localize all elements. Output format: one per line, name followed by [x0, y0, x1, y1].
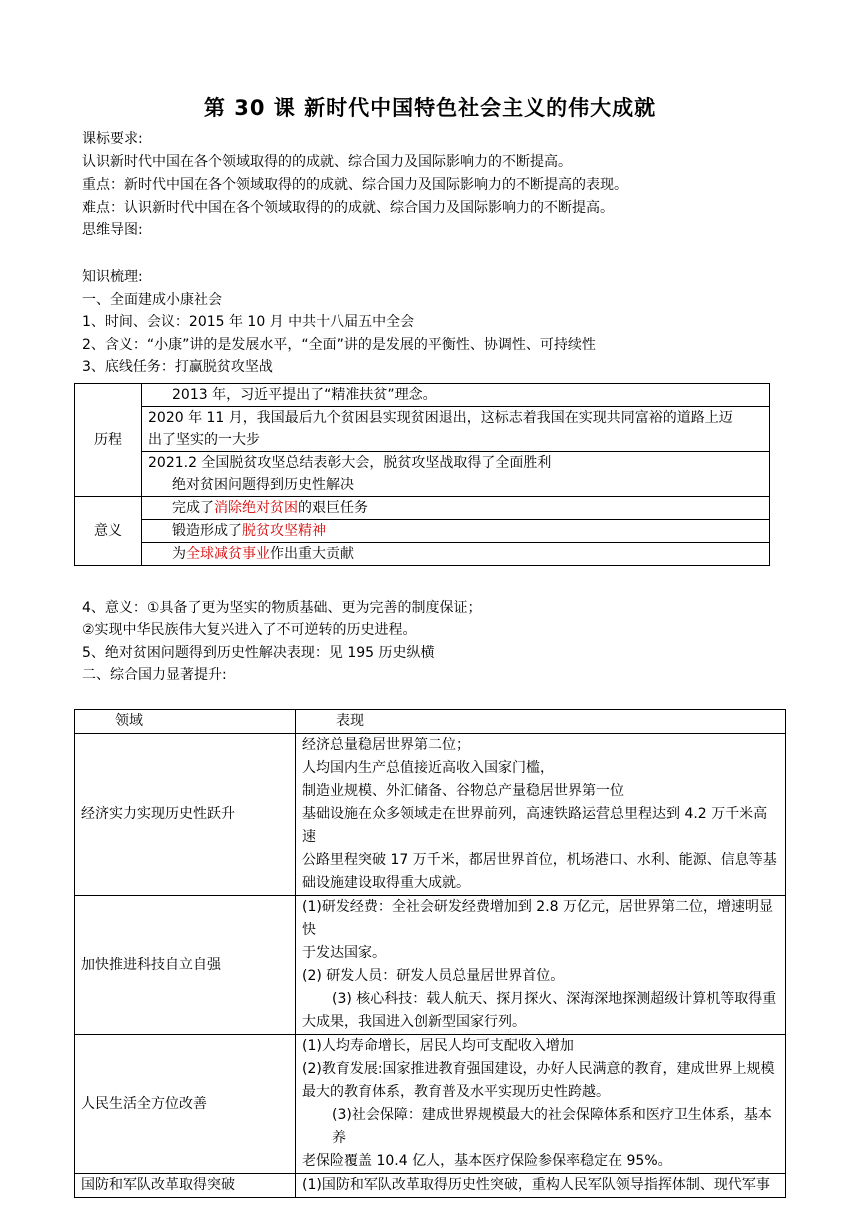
highlight-text: 全球减贫事业 [186, 546, 270, 562]
table-row [75, 543, 770, 566]
cell-line: (3) 核心科技：载人航天、探月探火、深海深地探测超级计算机等取得重 [332, 991, 777, 1007]
performance-cell [296, 1035, 786, 1174]
cell-line: 大成果，我国进入创新型国家行列。 [302, 1014, 526, 1030]
item-meaning: 2、含义：“小康”讲的是发展水平，“全面”讲的是发展的平衡性、协调性、可持续性 [82, 337, 596, 353]
table-row [75, 452, 770, 497]
cell-line: (3)社会保障：建成世界规模最大的社会保障体系和医疗卫生体系，基本养 [332, 1107, 772, 1146]
table-row [75, 384, 770, 407]
cell-line: 经济总量稳居世界第二位； [302, 737, 470, 753]
field-cell: 经济实力实现历史性跃升 [75, 734, 296, 896]
cell-line: 老保险覆盖 10.4 亿人，基本医疗保险参保率稳定在 95%。 [302, 1153, 672, 1169]
cell-line: 基础设施在众多领域走在世界前列，高速铁路运营总里程达到 4.2 万千米高速 [302, 806, 768, 845]
field-cell: 国防和军队改革取得突破 [75, 1174, 296, 1198]
section-heading-2: 二、综合国力显著提升: [82, 667, 227, 683]
cell-line: (1)人均寿命增长，居民人均可支配收入增加 [302, 1038, 574, 1054]
field-cell: 人民生活全方位改善 [75, 1035, 296, 1174]
difficult-point: 难点：认识新时代中国在各个领域取得的的成就、综合国力及国际影响力的不断提高。 [82, 200, 614, 216]
cell-line: (1)研发经费：全社会研发经费增加到 2.8 万亿元，居世界第二位，增速明显快 [302, 899, 773, 938]
table-cell [142, 497, 770, 520]
highlight-text: 消除绝对贫困 [214, 500, 298, 516]
national-strength-table [74, 709, 786, 1198]
item-manifestation: 5、绝对贫困问题得到历史性解决表现：见 195 历史纵横 [82, 645, 435, 661]
cell-line: 础设施建设取得重大成就。 [302, 875, 470, 891]
performance-cell [296, 896, 786, 1035]
cell-line: 最大的教育体系，教育普及水平实现历史性跨越。 [302, 1084, 610, 1100]
cell-line: 于发达国家。 [302, 945, 386, 961]
cell-text: 完成了 [172, 500, 214, 516]
process-label: 历程 [75, 384, 142, 497]
item-bottom-line-task: 3、底线任务：打赢脱贫攻坚战 [82, 359, 273, 375]
curriculum-requirement: 认识新时代中国在各个领域取得的的成就、综合国力及国际影响力的不断提高。 [82, 154, 572, 170]
performance-cell [296, 734, 786, 896]
table-cell: 2013 年，习近平提出了“精准扶贫”理念。 [142, 384, 770, 407]
knowledge-label: 知识梳理: [82, 269, 143, 285]
cell-line: 人均国内生产总值接近高收入国家门槛， [302, 760, 554, 776]
item-significance-2: ②实现中华民族伟大复兴进入了不可逆转的历史进程。 [82, 622, 417, 638]
poverty-alleviation-table [74, 383, 770, 566]
table-cell [142, 407, 770, 452]
table-row [75, 896, 786, 1035]
table-row [75, 520, 770, 543]
item-significance: 4、意义：①具备了更为坚实的物质基础、更为完善的制度保证； [82, 600, 482, 616]
table-cell [142, 543, 770, 566]
table-cell [142, 452, 770, 497]
table-row [75, 407, 770, 452]
table-cell [142, 520, 770, 543]
cell-line: 2021.2 全国脱贫攻坚总结表彰大会，脱贫攻坚战取得了全面胜利 [148, 455, 552, 471]
cell-line: (1)国防和军队改革取得历史性突破，重构人民军队领导指挥体制、现代军事 [302, 1177, 770, 1193]
performance-cell [296, 1174, 786, 1198]
column-header-field: 领域 [75, 710, 296, 734]
curriculum-label: 课标要求: [82, 131, 143, 147]
column-header-performance: 表现 [296, 710, 786, 734]
cell-line: 制造业规模、外汇储备、谷物总产量稳居世界第一位 [302, 783, 624, 799]
cell-line: (2) 研发人员：研发人员总量居世界首位。 [302, 968, 565, 984]
cell-line: 公路里程突破 17 万千米，都居世界首位，机场港口、水利、能源、信息等基 [302, 852, 777, 868]
cell-text: 作出重大贡献 [270, 546, 354, 562]
cell-line: 绝对贫困问题得到历史性解决 [172, 477, 354, 493]
cell-text: 的艰巨任务 [298, 500, 368, 516]
field-cell: 加快推进科技自立自强 [75, 896, 296, 1035]
table-row [75, 497, 770, 520]
item-time-meeting: 1、时间、会议：2015 年 10 月 中共十八届五中全会 [82, 314, 415, 330]
highlight-text: 脱贫攻坚精神 [242, 523, 326, 539]
cell-text: 锻造形成了 [172, 523, 242, 539]
cell-text: 为 [172, 546, 186, 562]
mind-map-label: 思维导图: [82, 222, 143, 238]
key-point: 重点：新时代中国在各个领域取得的的成就、综合国力及国际影响力的不断提高的表现。 [82, 177, 628, 193]
table-header-row [75, 710, 786, 734]
cell-line: 2020 年 11 月，我国最后九个贫困县实现贫困退出，这标志着我国在实现共同富裕的道路上迈 [148, 410, 733, 426]
table-row [75, 1035, 786, 1174]
cell-line: 出了坚实的一大步 [148, 432, 260, 448]
cell-line: (2)教育发展:国家推进教育强国建设，办好人民满意的教育，建成世界上规模 [302, 1061, 775, 1077]
table-row [75, 1174, 786, 1198]
meaning-label: 意义 [75, 497, 142, 566]
section-heading-1: 一、全面建成小康社会 [82, 292, 222, 308]
table-row [75, 734, 786, 896]
page-title: 第 30 课 新时代中国特色社会主义的伟大成就 [203, 96, 657, 120]
